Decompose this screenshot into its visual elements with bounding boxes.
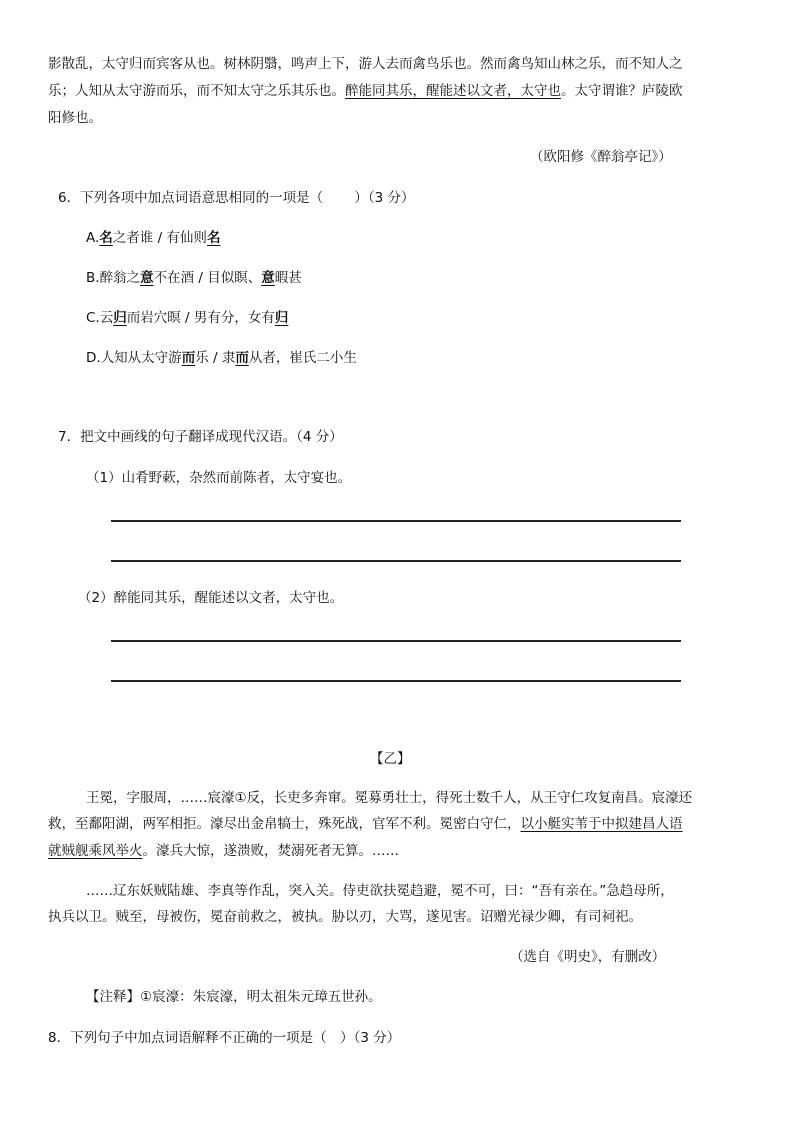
passage-yi-note: 【注释】①宸濠：朱宸濠，明太祖朱元璋五世孙。 xyxy=(86,989,382,1005)
passage-yi-text: 救，至鄱阳湖，两军相拒。濠尽出金帛犒士，殊死战，官军不利。冕密白守仁， xyxy=(48,816,521,832)
passage-yi-line-1: 王冕，字服周，……宸濠①反，长吏多奔窜。冕募勇壮士，得死士数千人，从王守仁攻复南昌。宸濠还 xyxy=(86,790,693,806)
option-label: B. xyxy=(86,270,100,286)
question-7-item-2: （2）醉能同其乐，醒能述以文者，太守也。 xyxy=(78,590,344,606)
answer-line[interactable] xyxy=(111,560,681,562)
passage-yi-source: （选自《明史》，有删改） xyxy=(510,949,666,965)
question-6-option-b xyxy=(86,269,302,287)
dotted-word: 名 xyxy=(99,230,113,246)
question-7-stem: 7．把文中画线的句子翻译成现代汉语。（4 分） xyxy=(58,429,343,445)
dotted-word: 归 xyxy=(274,310,289,326)
dotted-word: 归 xyxy=(113,310,127,326)
passage-jia-line-1: 影散乱，太守归而宾客从也。树林阴翳，鸣声上下，游人去而禽鸟乐也。然而禽鸟知山林之乐，而不知人之 xyxy=(48,56,683,72)
passage-jia-text: 乐；人知从太守游而乐，而不知太守之乐其乐也。 xyxy=(48,83,345,99)
dotted-word: 而 xyxy=(235,350,249,366)
option-text: 而岩穴暝 / 男有分，女有 xyxy=(126,310,275,326)
answer-line[interactable] xyxy=(111,640,681,642)
passage-jia-line-3: 阳修也。 xyxy=(48,110,102,126)
option-text: 乐 / 隶 xyxy=(195,350,236,366)
option-text: 云 xyxy=(99,310,114,326)
passage-yi-text: 。濠兵大惊，遂溃败，焚溺死者无算。…… xyxy=(142,843,399,859)
option-text: 人知从太守游 xyxy=(100,350,182,366)
option-label: D. xyxy=(86,350,101,366)
answer-line[interactable] xyxy=(111,680,681,682)
question-6-option-a xyxy=(86,229,220,247)
passage-yi-line-2 xyxy=(48,815,683,833)
option-text: 暇甚 xyxy=(274,270,302,286)
passage-yi-line-5: 执兵以卫。贼至，母被伤，冕奋前救之，被执。胁以刃，大骂，遂见害。诏赠光禄少卿，有司祠祀。 xyxy=(48,909,642,925)
underlined-sentence: 就贼舰乘风举火 xyxy=(48,843,143,859)
dotted-word: 而 xyxy=(181,350,196,366)
option-label: A. xyxy=(86,230,100,246)
question-8-stem: 8．下列句子中加点词语解释不正确的一项是（ ）（3 分） xyxy=(48,1030,401,1046)
option-text: 不在酒 / 目似瞑、 xyxy=(153,270,262,286)
dotted-word: 名 xyxy=(206,230,221,246)
question-6-stem: 6．下列各项中加点词语意思相同的一项是（ ）（3 分） xyxy=(58,190,415,206)
passage-jia-source: （欧阳修《醉翁亭记》） xyxy=(530,149,672,165)
option-text: 从者，崔氏二小生 xyxy=(248,350,357,366)
underlined-sentence: 醉能同其乐，醒能述以文者，太守也 xyxy=(345,83,561,99)
underlined-sentence: 以小艇实苇于中拟建昌人语 xyxy=(520,816,683,832)
passage-jia-line-2 xyxy=(48,82,683,100)
dotted-word: 意 xyxy=(261,270,275,286)
option-label: C. xyxy=(86,310,100,326)
passage-jia-text: 。太守谓谁？庐陵欧 xyxy=(561,83,683,99)
question-6-option-d xyxy=(86,349,357,367)
passage-yi-line-4: ……辽东妖贼陆雄、李真等作乱，突入关。侍吏欲扶冕趋避，冕不可，曰：“吾有亲在。”急趋母所， xyxy=(86,883,674,899)
option-text: 醉翁之 xyxy=(99,270,141,286)
question-7-item-1: （1）山肴野蔌，杂然而前陈者，太守宴也。 xyxy=(86,470,352,486)
passage-yi-line-3 xyxy=(48,842,399,860)
answer-line[interactable] xyxy=(111,520,681,522)
dotted-word: 意 xyxy=(140,270,154,286)
passage-yi-heading: 【乙】 xyxy=(370,751,411,767)
question-6-option-c xyxy=(86,309,288,327)
option-text: 之者谁 / 有仙则 xyxy=(112,230,207,246)
